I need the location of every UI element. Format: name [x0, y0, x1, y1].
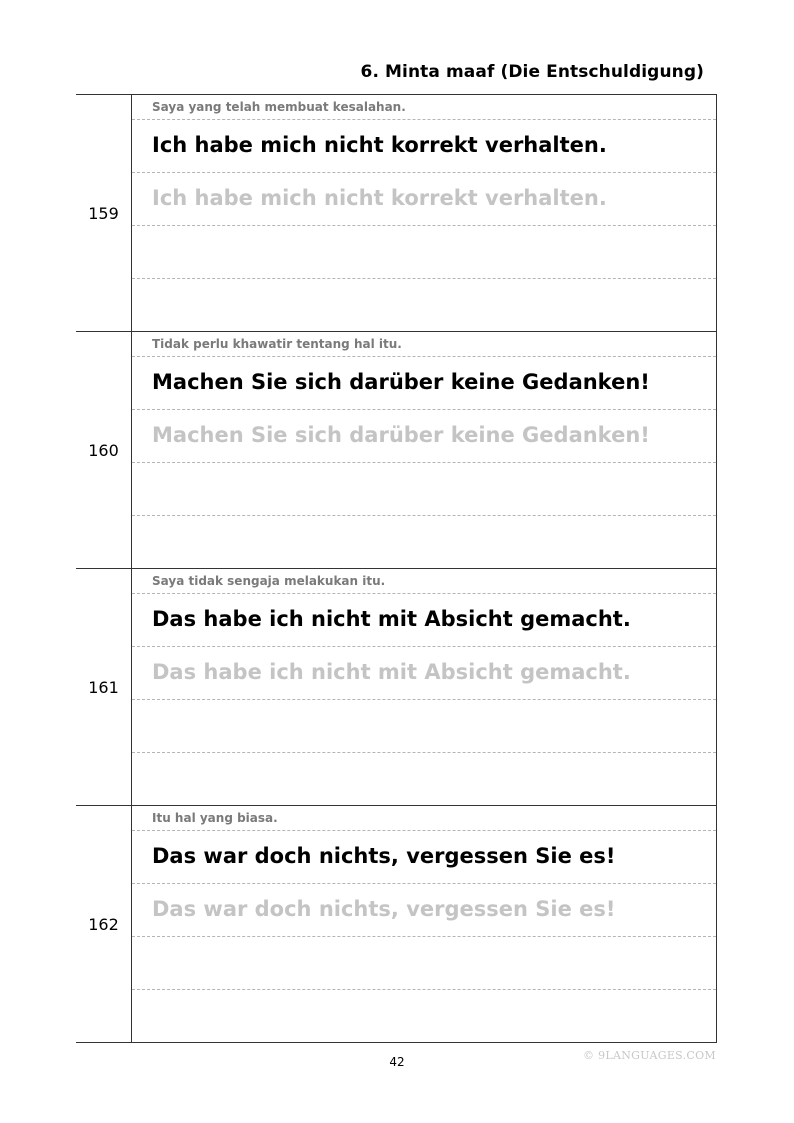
entry-block [76, 332, 716, 569]
page-title: 6. Minta maaf (Die Entschuldigung) [360, 62, 704, 82]
translation-hint: Itu hal yang biasa. [152, 811, 278, 825]
trace-sentence-row [132, 884, 716, 937]
writing-lines [132, 332, 716, 568]
trace-sentence: Ich habe mich nicht korrekt verhalten. [152, 186, 607, 210]
copyright-notice: © 9LANGUAGES.COM [583, 1049, 716, 1062]
entry-number: 162 [88, 915, 119, 934]
entry-number: 159 [88, 204, 119, 223]
translation-hint: Saya yang telah membuat kesalahan. [152, 100, 406, 114]
hint-row [132, 95, 716, 120]
writing-lines [132, 95, 716, 331]
trace-sentence: Machen Sie sich darüber keine Gedanken! [152, 423, 650, 447]
entry-block [76, 95, 716, 332]
writing-lines [132, 806, 716, 1042]
entry-block [76, 569, 716, 806]
hint-row [132, 332, 716, 357]
entry-number: 160 [88, 441, 119, 460]
writing-lines [132, 569, 716, 805]
translation-hint: Saya tidak sengaja melakukan itu. [152, 574, 386, 588]
translation-hint: Tidak perlu khawatir tentang hal itu. [152, 337, 402, 351]
model-sentence: Das habe ich nicht mit Absicht gemacht. [152, 607, 631, 631]
practice-sheet [76, 94, 717, 1043]
trace-sentence-row [132, 173, 716, 226]
trace-sentence: Das habe ich nicht mit Absicht gemacht. [152, 660, 631, 684]
entry-number: 161 [88, 678, 119, 697]
model-sentence-row [132, 357, 716, 410]
trace-sentence-row [132, 647, 716, 700]
blank-writing-line [132, 937, 716, 990]
model-sentence: Ich habe mich nicht korrekt verhalten. [152, 133, 607, 157]
model-sentence-row [132, 120, 716, 173]
blank-writing-line [132, 516, 716, 568]
hint-row [132, 806, 716, 831]
model-sentence: Machen Sie sich darüber keine Gedanken! [152, 370, 650, 394]
trace-sentence: Das war doch nichts, vergessen Sie es! [152, 897, 616, 921]
blank-writing-line [132, 279, 716, 331]
blank-writing-line [132, 753, 716, 805]
blank-writing-line [132, 990, 716, 1042]
blank-writing-line [132, 226, 716, 279]
blank-writing-line [132, 463, 716, 516]
entry-block [76, 806, 716, 1043]
blank-writing-line [132, 700, 716, 753]
hint-row [132, 569, 716, 594]
model-sentence: Das war doch nichts, vergessen Sie es! [152, 844, 616, 868]
model-sentence-row [132, 831, 716, 884]
trace-sentence-row [132, 410, 716, 463]
page-number: 42 [389, 1055, 405, 1069]
model-sentence-row [132, 594, 716, 647]
